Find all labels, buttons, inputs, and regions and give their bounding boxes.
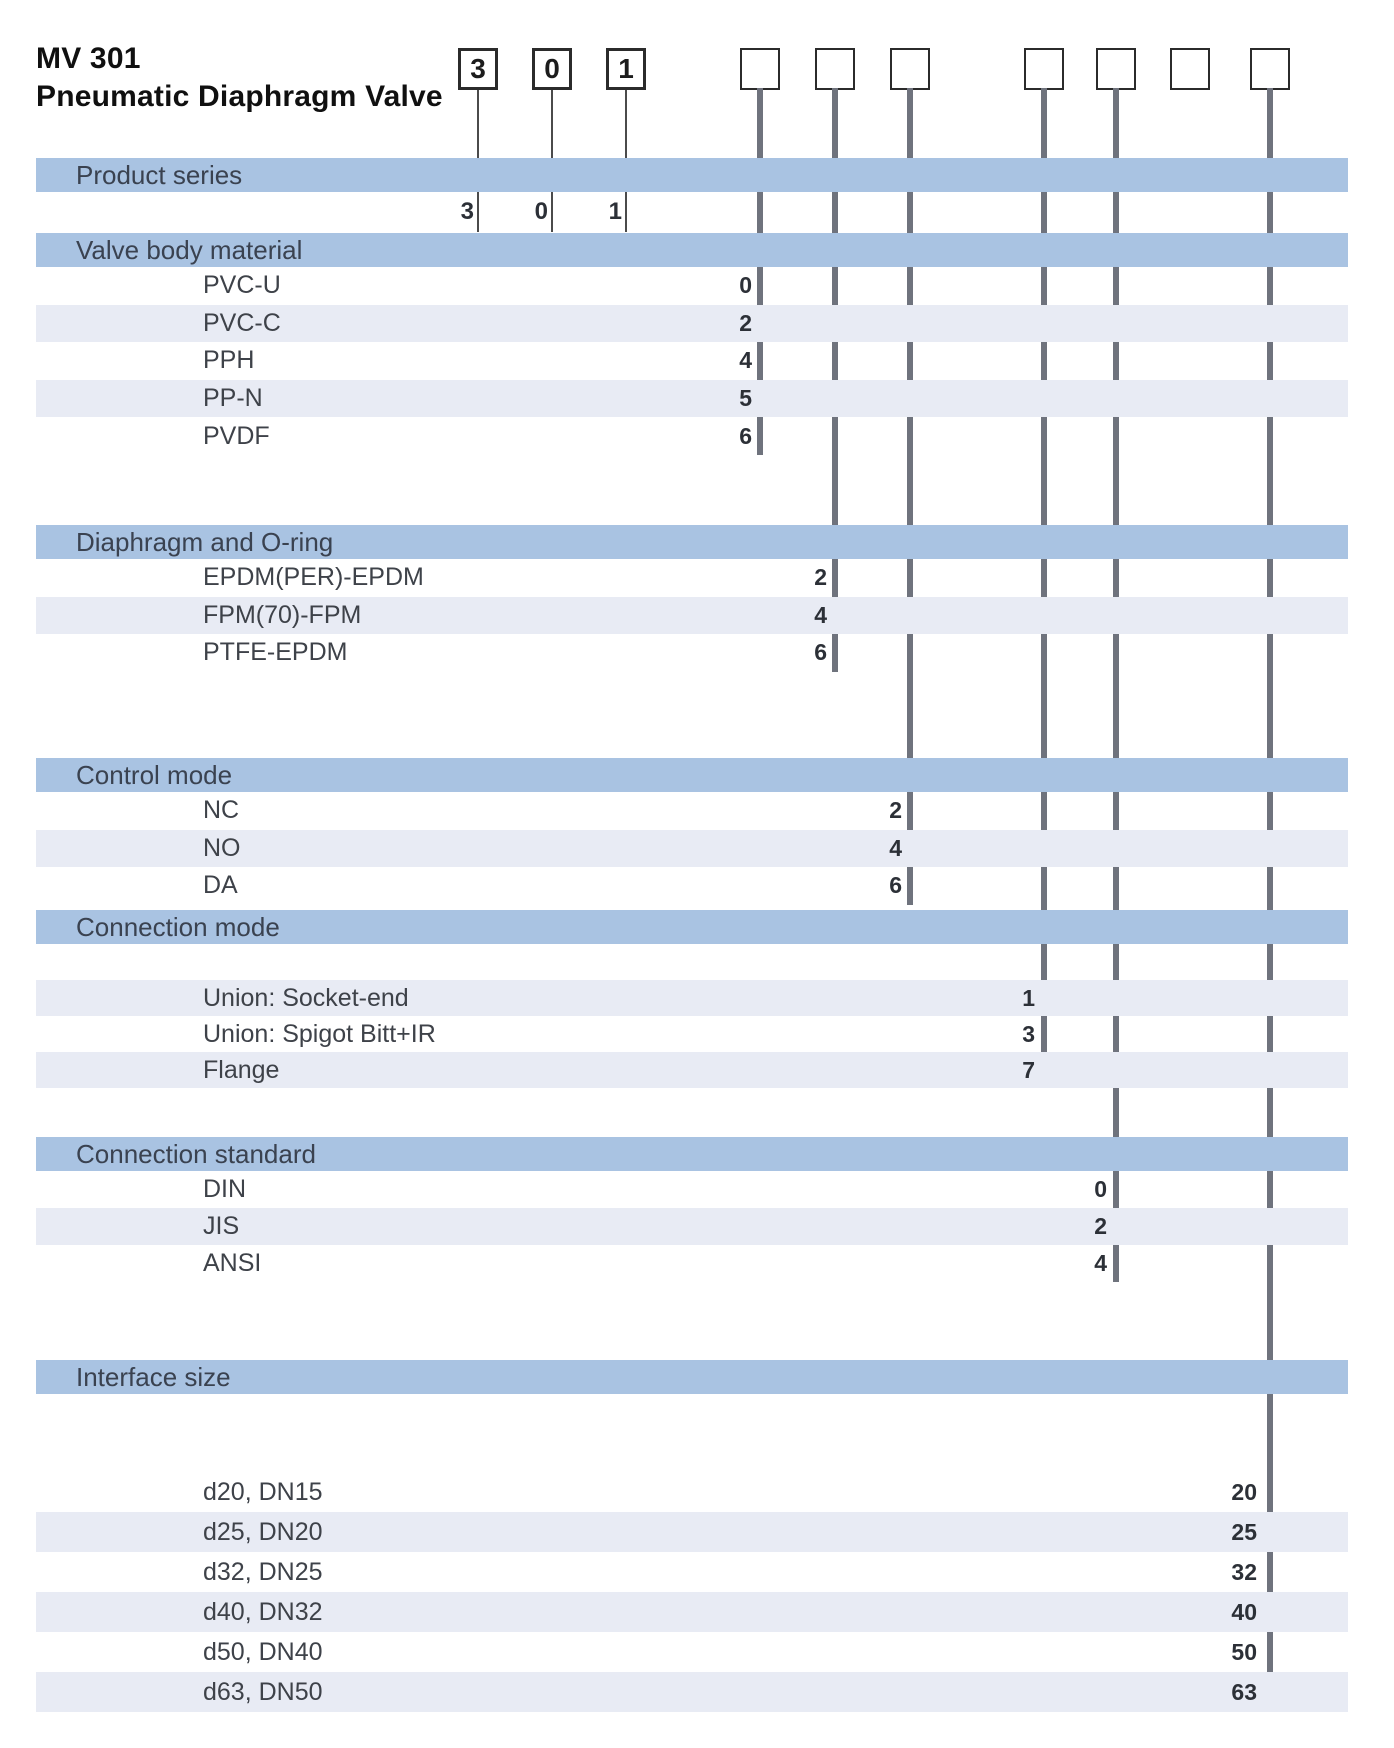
option-label: Union: Socket-end	[203, 983, 409, 1012]
option-label: DIN	[203, 1175, 247, 1203]
option-row	[36, 1632, 1348, 1672]
option-row	[36, 342, 1348, 380]
option-label: JIS	[203, 1212, 240, 1240]
code-empty-box	[890, 48, 930, 90]
option-code: 6	[814, 639, 827, 666]
option-row	[36, 1208, 1348, 1245]
product-name: Pneumatic Diaphragm Valve	[36, 80, 443, 113]
option-code: 25	[1231, 1518, 1257, 1545]
product-series-digit: 3	[460, 198, 474, 225]
option-row	[36, 1472, 1348, 1512]
option-row	[36, 980, 1348, 1016]
section-header-interface-size	[36, 1360, 1348, 1394]
section-header-control-mode	[36, 758, 1348, 792]
code-empty-box	[740, 48, 780, 90]
option-label: d25, DN20	[203, 1517, 323, 1546]
option-code: 63	[1231, 1678, 1257, 1705]
option-code: 2	[1094, 1213, 1107, 1239]
option-row	[36, 1016, 1348, 1052]
section-header-label: Control mode	[76, 759, 233, 790]
option-row	[36, 1052, 1348, 1088]
option-code: 20	[1231, 1478, 1257, 1505]
option-code: 0	[1094, 1176, 1107, 1202]
option-row	[36, 1512, 1348, 1552]
option-row	[36, 1552, 1348, 1592]
code-empty-box	[1024, 48, 1064, 90]
option-code: 6	[889, 872, 902, 899]
option-label: ANSI	[203, 1249, 262, 1277]
option-row	[36, 1245, 1348, 1282]
option-code: 4	[739, 347, 752, 374]
option-label: FPM(70)-FPM	[203, 600, 362, 629]
code-digit-box: 3	[458, 48, 498, 90]
option-code: 0	[739, 272, 752, 299]
option-code: 6	[739, 422, 752, 449]
option-code: 4	[889, 834, 902, 861]
option-label: PVC-U	[203, 271, 281, 300]
option-code: 2	[814, 564, 827, 591]
option-code: 5	[739, 385, 752, 412]
option-label: PTFE-EPDM	[203, 638, 348, 667]
product-series-digit: 0	[534, 198, 548, 225]
code-digit-box: 1	[606, 48, 646, 90]
option-code: 4	[814, 601, 827, 628]
section-header-label: Valve body material	[76, 234, 303, 265]
option-label: d50, DN40	[203, 1637, 323, 1666]
section-header-label: Interface size	[76, 1361, 231, 1392]
code-empty-box	[1096, 48, 1136, 90]
product-model: MV 301	[36, 42, 141, 75]
option-label: DA	[203, 871, 238, 900]
section-header-label: Product series	[76, 159, 243, 190]
option-row	[36, 305, 1348, 343]
option-code: 1	[1022, 984, 1035, 1011]
option-code: 50	[1231, 1638, 1257, 1665]
option-label: d32, DN25	[203, 1557, 323, 1586]
code-digit-box: 0	[532, 48, 572, 90]
option-row	[36, 830, 1348, 868]
option-label: PVC-C	[203, 308, 281, 337]
section-header-valve-body-material	[36, 233, 1348, 267]
option-label: EPDM(PER)-EPDM	[203, 563, 424, 592]
option-code: 4	[1094, 1250, 1107, 1276]
option-row	[36, 634, 1348, 672]
option-row	[36, 267, 1348, 305]
section-header-diaphragm-and-o-ring	[36, 525, 1348, 559]
option-row	[36, 559, 1348, 597]
code-empty-box	[815, 48, 855, 90]
option-code: 3	[1022, 1020, 1035, 1047]
option-code: 2	[739, 309, 752, 336]
option-label: d63, DN50	[203, 1677, 323, 1706]
option-row	[36, 597, 1348, 635]
option-label: d20, DN15	[203, 1477, 323, 1506]
option-label: NO	[203, 833, 241, 862]
option-row	[36, 1171, 1348, 1208]
section-header-label: Connection standard	[76, 1138, 316, 1169]
option-code: 7	[1022, 1056, 1035, 1083]
option-row	[36, 1592, 1348, 1632]
option-label: Union: Spigot Bitt+IR	[203, 1019, 436, 1048]
option-code: 40	[1231, 1598, 1257, 1625]
section-header-connection-mode	[36, 910, 1348, 944]
option-label: PPH	[203, 346, 255, 375]
option-label: PP-N	[203, 384, 263, 413]
option-code: 2	[889, 797, 902, 824]
code-empty-box	[1170, 48, 1210, 90]
option-label: NC	[203, 796, 240, 825]
option-label: d40, DN32	[203, 1597, 323, 1626]
section-header-label: Connection mode	[76, 911, 280, 942]
section-header-label: Diaphragm and O-ring	[76, 526, 334, 557]
option-label: PVDF	[203, 421, 270, 450]
option-label: Flange	[203, 1055, 280, 1084]
product-series-digit: 1	[608, 198, 622, 225]
option-row	[36, 417, 1348, 455]
section-header-connection-standard	[36, 1137, 1348, 1171]
option-row	[36, 867, 1348, 905]
page-title	[36, 40, 443, 116]
option-code: 32	[1231, 1558, 1257, 1585]
code-empty-box	[1250, 48, 1290, 90]
option-row	[36, 380, 1348, 418]
section-header-product-series	[36, 158, 1348, 192]
option-row	[36, 792, 1348, 830]
option-row	[36, 944, 1348, 980]
option-row	[36, 1672, 1348, 1712]
